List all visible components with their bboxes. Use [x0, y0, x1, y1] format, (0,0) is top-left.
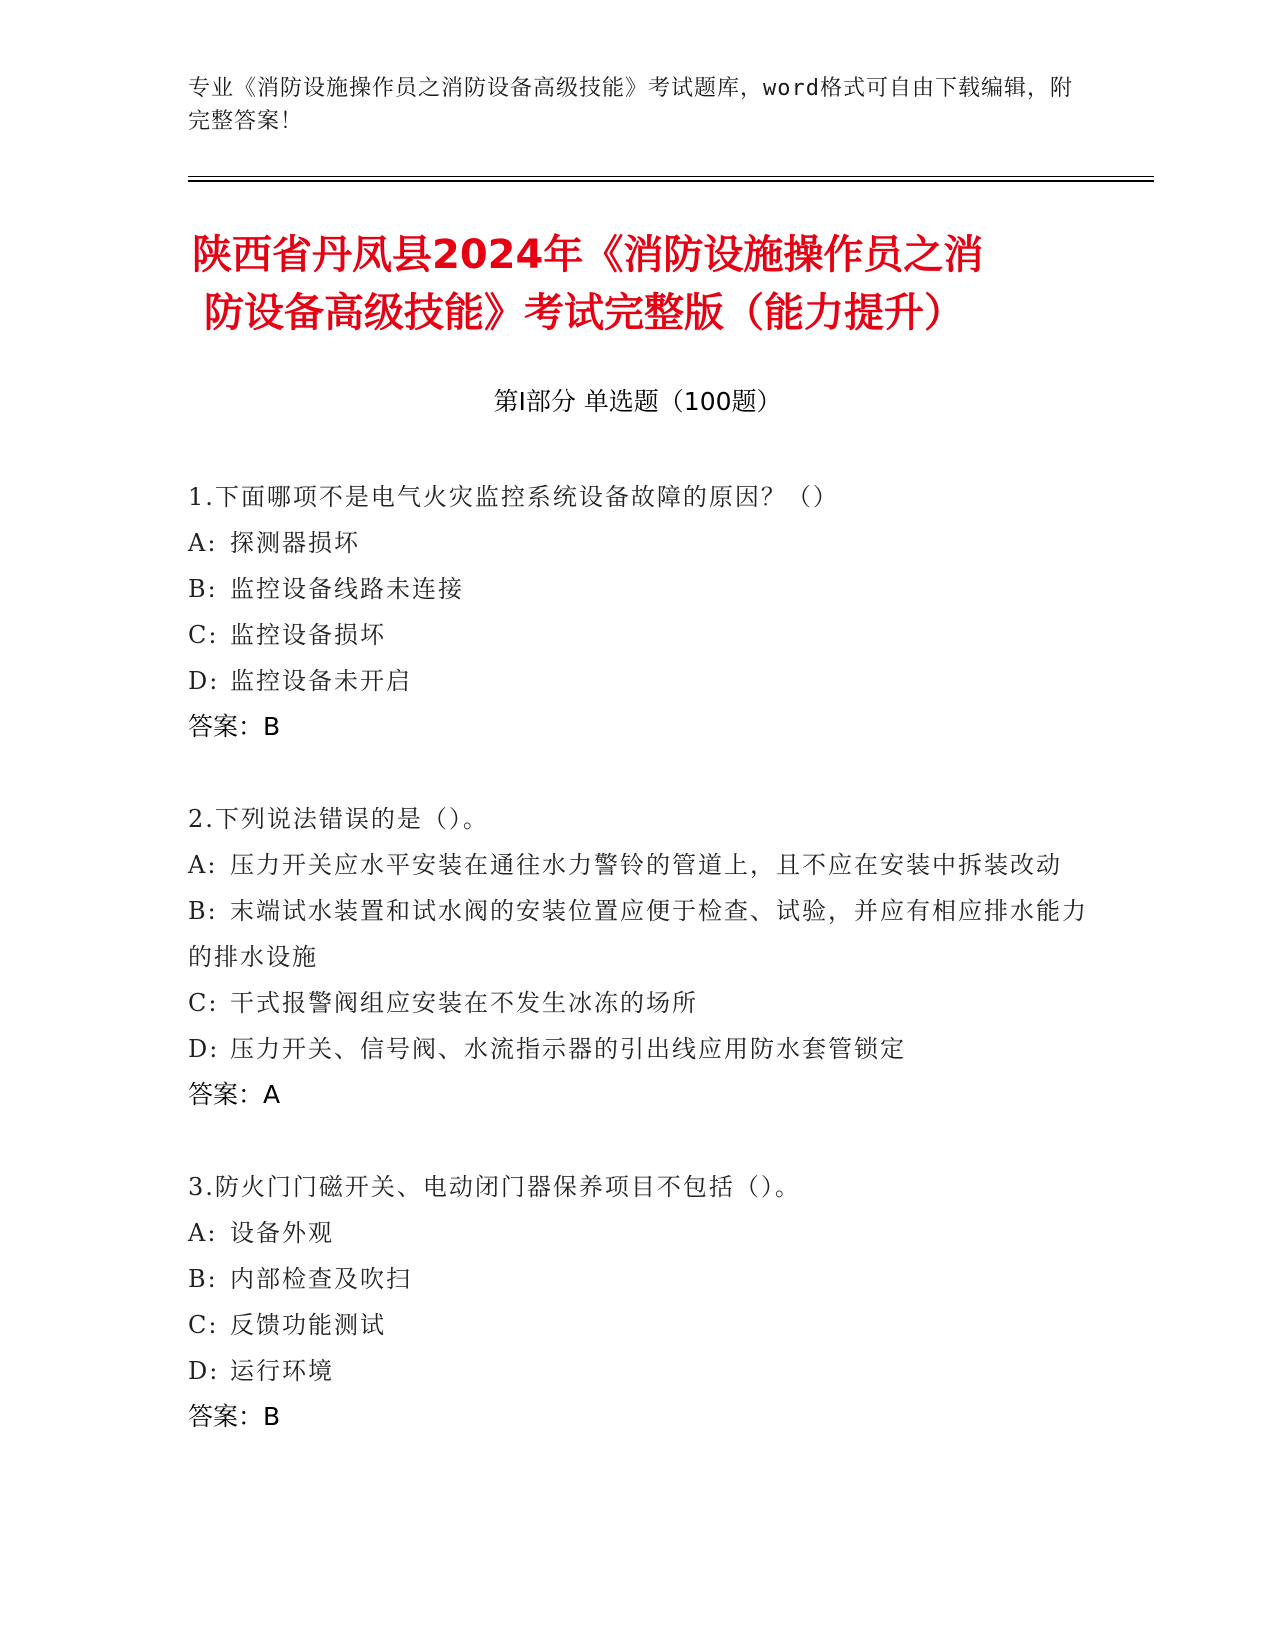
option-text: 反馈功能测试: [230, 1311, 386, 1339]
header-rule-thin: [188, 176, 1154, 177]
question-2: [188, 796, 1088, 1118]
question-list: [188, 474, 1088, 1486]
option-key: D:: [188, 1035, 220, 1063]
option-c: [188, 980, 1088, 1026]
option-text: 探测器损坏: [230, 529, 360, 557]
option-key: A:: [188, 1219, 218, 1247]
option-key: B:: [188, 897, 218, 925]
question-3: [188, 1164, 1088, 1440]
header-note: 专业《消防设施操作员之消防设备高级技能》考试题库，word格式可自由下载编辑，附完整答案！: [188, 76, 1073, 134]
option-text: 监控设备未开启: [230, 667, 412, 695]
header-rule-thick: [188, 180, 1154, 182]
option-text: 监控设备线路未连接: [230, 575, 464, 603]
question-stem: 2.下列说法错误的是（）。: [188, 805, 489, 833]
option-d: [188, 1348, 1088, 1394]
option-text: 干式报警阀组应安装在不发生冰冻的场所: [230, 989, 698, 1017]
option-c: [188, 1302, 1088, 1348]
option-key: D:: [188, 667, 220, 695]
document-title-line2: 防设备高级技能》考试完整版（能力提升）: [204, 290, 964, 336]
option-key: B:: [188, 1265, 218, 1293]
option-text: 运行环境: [230, 1357, 334, 1385]
question-stem: 3.防火门门磁开关、电动闭门器保养项目不包括（）。: [188, 1173, 801, 1201]
option-text: 压力开关应水平安装在通往水力警铃的管道上，且不应在安装中拆装改动: [230, 851, 1062, 879]
option-key: D:: [188, 1357, 220, 1385]
option-b: [188, 888, 1088, 980]
question-stem: 1.下面哪项不是电气火灾监控系统设备故障的原因？（）: [188, 483, 839, 511]
option-d: [188, 1026, 1088, 1072]
option-text: 监控设备损坏: [230, 621, 386, 649]
answer: 答案：B: [188, 712, 281, 741]
question-1: [188, 474, 1088, 750]
option-a: [188, 520, 1088, 566]
answer: 答案：A: [188, 1080, 281, 1109]
option-b: [188, 566, 1088, 612]
section-title: 第Ⅰ部分 单选题（100题）: [493, 387, 782, 416]
option-a: [188, 1210, 1088, 1256]
option-text: 设备外观: [230, 1219, 334, 1247]
option-c: [188, 612, 1088, 658]
option-key: C:: [188, 621, 219, 649]
option-a: [188, 842, 1088, 888]
option-key: C:: [188, 1311, 219, 1339]
option-text: 压力开关、信号阀、水流指示器的引出线应用防水套管锁定: [230, 1035, 906, 1063]
answer: 答案：B: [188, 1402, 281, 1431]
option-key: A:: [188, 851, 218, 879]
option-key: C:: [188, 989, 219, 1017]
document-title: [192, 226, 1112, 342]
option-d: [188, 658, 1088, 704]
option-text: 末端试水装置和试水阀的安装位置应便于检查、试验，并应有相应排水能力的排水设施: [188, 897, 1088, 971]
option-b: [188, 1256, 1088, 1302]
option-key: A:: [188, 529, 218, 557]
option-text: 内部检查及吹扫: [230, 1265, 412, 1293]
document-title-line1: 陕西省丹凤县2024年《消防设施操作员之消: [192, 232, 984, 278]
option-key: B:: [188, 575, 218, 603]
